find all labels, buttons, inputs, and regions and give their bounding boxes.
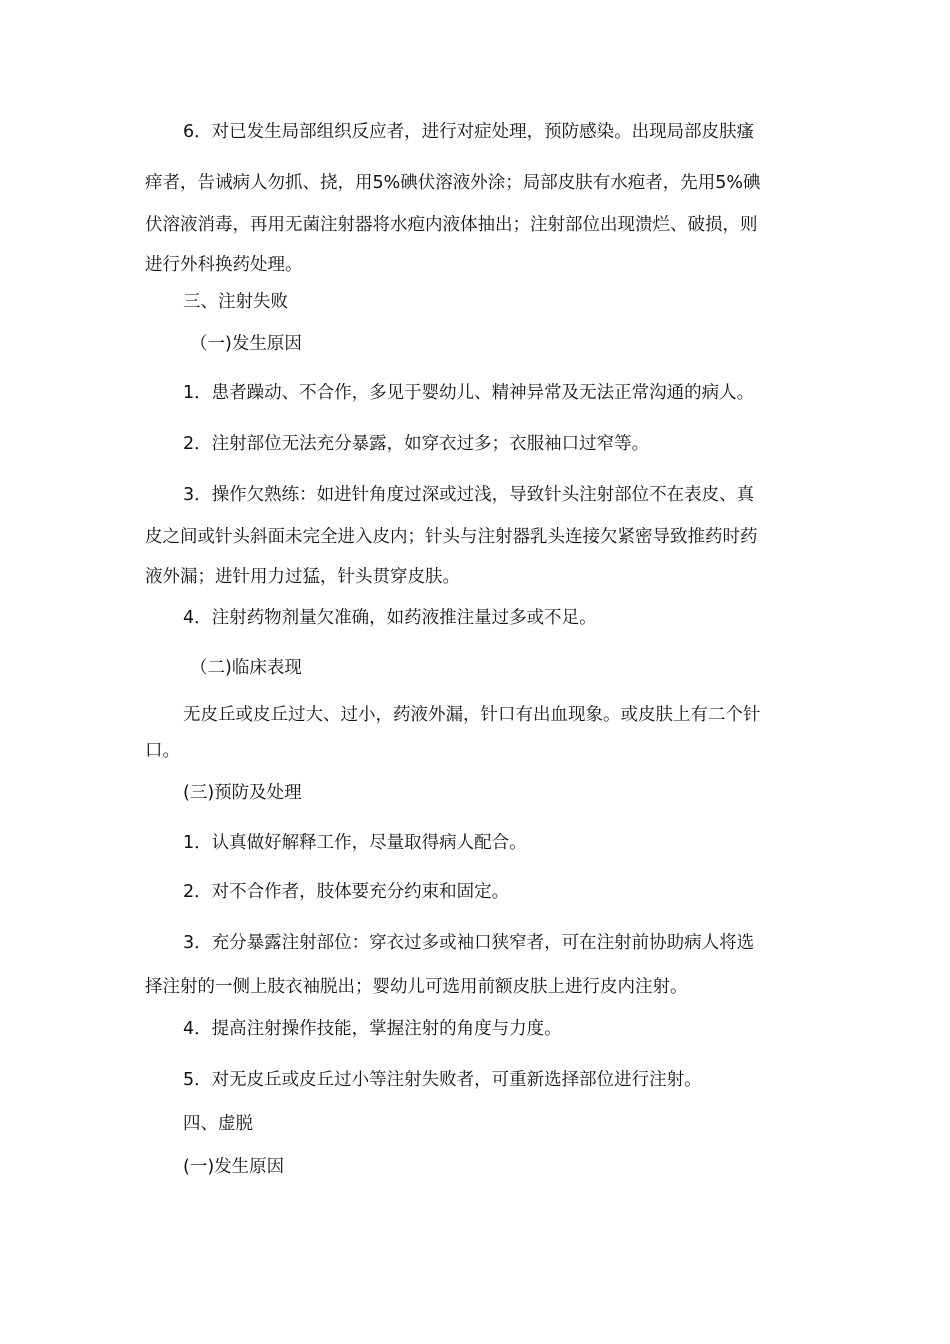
prevention-item-2: 2．对不合作者，肢体要充分约束和固定。 <box>183 882 510 902</box>
prevention-item-3-line-2: 择注射的一侧上肢衣袖脱出；婴幼儿可选用前额皮肤上进行皮内注射。 <box>145 977 688 997</box>
cause-item-3-line-2: 皮之间或针头斜面未完全进入皮内；针头与注射器乳头连接欠紧密导致推药时药 <box>145 527 758 547</box>
subheading-prevention: (三)预防及处理 <box>183 783 302 803</box>
manifestation-line-2: 口。 <box>145 741 180 761</box>
section-heading-4: 四、虚脱 <box>183 1114 253 1134</box>
manifestation-line-1: 无皮丘或皮丘过大、过小，药液外漏，针口有出血现象。或皮肤上有二个针 <box>183 705 761 725</box>
subheading-causes-4: (一)发生原因 <box>183 1157 285 1177</box>
prevention-item-3-line-1: 3．充分暴露注射部位：穿衣过多或袖口狭窄者，可在注射前协助病人将选 <box>183 933 755 953</box>
cause-item-1: 1．患者躁动、不合作，多见于婴幼儿、精神异常及无法正常沟通的病人。 <box>183 383 755 403</box>
item-6-line-1: 6．对已发生局部组织反应者，进行对症处理，预防感染。出现局部皮肤瘙 <box>183 122 755 142</box>
item-6-line-2: 痒者，告诫病人勿抓、挠，用5%碘伏溶液外涂；局部皮肤有水疱者，先用5%碘 <box>145 173 761 193</box>
subheading-causes: （一)发生原因 <box>190 334 302 354</box>
cause-item-2: 2．注射部位无法充分暴露，如穿衣过多；衣服袖口过窄等。 <box>183 434 650 454</box>
prevention-item-1: 1．认真做好解释工作，尽量取得病人配合。 <box>183 833 527 853</box>
prevention-item-4: 4．提高注射操作技能，掌握注射的角度与力度。 <box>183 1019 562 1039</box>
cause-item-3-line-3: 液外漏；进针用力过猛，针头贯穿皮肤。 <box>145 567 460 587</box>
section-heading-3: 三、注射失败 <box>183 292 288 312</box>
item-6-line-4: 进行外科换药处理。 <box>145 255 303 275</box>
cause-item-4: 4．注射药物剂量欠准确，如药液推注量过多或不足。 <box>183 608 597 628</box>
cause-item-3-line-1: 3．操作欠熟练：如进针角度过深或过浅，导致针头注射部位不在表皮、真 <box>183 485 755 505</box>
prevention-item-5: 5．对无皮丘或皮丘过小等注射失败者，可重新选择部位进行注射。 <box>183 1070 702 1090</box>
subheading-manifestation: （二)临床表现 <box>190 658 302 678</box>
item-6-line-3: 伏溶液消毒，再用无菌注射器将水疱内液体抽出；注射部位出现溃烂、破损，则 <box>145 215 758 235</box>
